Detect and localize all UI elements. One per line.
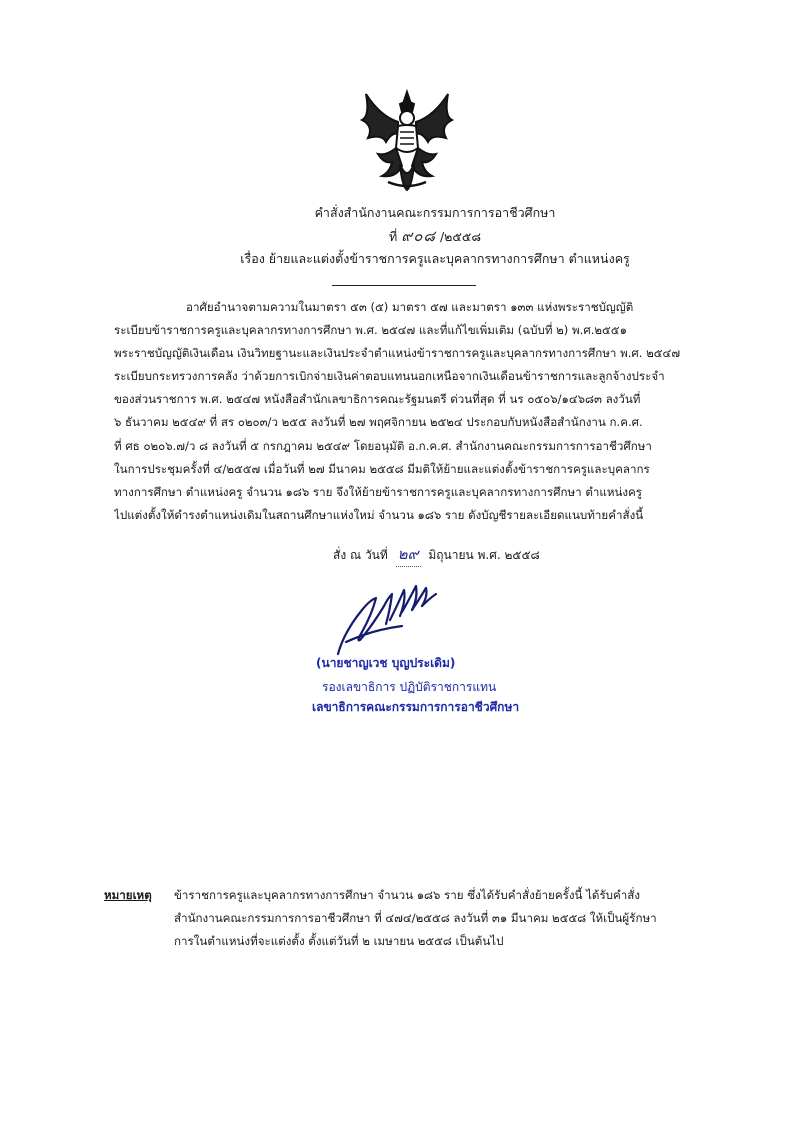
remark-line: การในตำแหน่งที่จะแต่งตั้ง ตั้งแต่วันที่ ๒ เมษายน ๒๕๕๘ เป็นต้นไป bbox=[174, 934, 504, 948]
body-line: ระเบียบกระทรวงการคลัง ว่าด้วยการเบิกจ่ายเงินค่าตอบแทนนอกเหนือจากเงินเดือนข้าราชการและลูกจ้างประจำ bbox=[114, 369, 665, 384]
order-number bbox=[200, 225, 670, 248]
order-number-prefix: ที่ bbox=[389, 229, 398, 244]
signer-organization: เลขาธิการคณะกรรมการการอาชีวศึกษา bbox=[312, 700, 520, 714]
order-date-prefix: สั่ง ณ วันที่ bbox=[333, 548, 388, 562]
body-line: ๖ ธันวาคม ๒๕๔๙ ที่ สร ๐๒๐๓/ว ๒๕๕ ลงวันที่ ๒๗ พฤศจิกายน ๒๕๒๔ ประกอบกับหนังสือสำนักงาน ก.ค.ศ. bbox=[114, 415, 643, 430]
order-number-handwritten: ๙๐๘ bbox=[401, 227, 436, 245]
header-divider bbox=[332, 285, 476, 286]
order-date bbox=[333, 542, 540, 567]
remark-line: สำนักงานคณะกรรมการการอาชีวศึกษา ที่ ๔๗๔/๒๕๕๘ ลงวันที่ ๓๑ มีนาคม ๒๕๕๘ ให้เป็นผู้รักษา bbox=[174, 911, 657, 925]
body-line: ของส่วนราชการ พ.ศ. ๒๕๔๗ หนังสือสำนักเลขาธิการคณะรัฐมนตรี ด่วนที่สุด ที่ นร ๐๕๐๖/๑๔๖๘๓ ลงวันที่ bbox=[114, 392, 641, 407]
body-line: พระราชบัญญัติเงินเดือน เงินวิทยฐานะและเงินประจำตำแหน่งข้าราชการครูและบุคลากรทางการศึกษา พ.ศ. ๒๕๔๗ bbox=[114, 346, 681, 361]
body-line: ที่ ศธ ๐๒๐๖.๗/ว ๘ ลงวันที่ ๕ กรกฎาคม ๒๕๔๙ โดยอนุมัติ อ.ก.ค.ศ. สำนักงานคณะกรรมการการอาชีวศึกษา bbox=[114, 438, 652, 453]
handwritten-signature-icon bbox=[332, 580, 452, 658]
garuda-emblem-icon bbox=[352, 86, 462, 196]
order-subject: เรื่อง ย้ายและแต่งตั้งข้าราชการครูและบุคลากรทางการศึกษา ตำแหน่งครู bbox=[240, 251, 630, 266]
body-line: ระเบียบข้าราชการครูและบุคลากรทางการศึกษา พ.ศ. ๒๕๔๗ และที่แก้ไขเพิ่มเติม (ฉบับที่ ๒) พ.ศ.๒๕๕๑ bbox=[114, 323, 627, 338]
order-body bbox=[114, 296, 728, 527]
remark-label: หมายเหตุ bbox=[104, 888, 152, 902]
order-number-suffix: /๒๕๕๘ bbox=[439, 229, 481, 244]
order-date-day-handwritten: ๒๙ bbox=[396, 542, 421, 567]
remark-line: ข้าราชการครูและบุคลากรทางการศึกษา จำนวน ๑๘๖ ราย ซึ่งได้รับคำสั่งย้ายครั้งนี้ ได้รับคำสั่ง bbox=[174, 888, 641, 902]
signer-position: รองเลขาธิการ ปฏิบัติราชการแทน bbox=[322, 680, 497, 694]
remark-text bbox=[174, 884, 734, 953]
order-title: คำสั่งสำนักงานคณะกรรมการการอาชีวศึกษา bbox=[314, 205, 556, 220]
body-line: อาศัยอำนาจตามความในมาตรา ๕๓ (๕) มาตรา ๕๗ และมาตรา ๑๓๓ แห่งพระราชบัญญัติ bbox=[186, 300, 634, 314]
signer-name: (นายชาญเวช บุญประเดิม) bbox=[316, 656, 456, 670]
body-line: ไปแต่งตั้งให้ดำรงตำแหน่งเดิมในสถานศึกษาแห่งใหม่ จำนวน ๑๘๖ ราย ดังบัญชีรายละเอียดแนบท้ายคำสั่งนี้ bbox=[114, 507, 644, 522]
body-line: ทางการศึกษา ตำแหน่งครู จำนวน ๑๘๖ ราย จึงให้ย้ายข้าราชการครูและบุคลากรทางการศึกษา ตำแหน่งครู bbox=[114, 484, 643, 499]
body-line: ในการประชุมครั้งที่ ๔/๒๕๕๗ เมื่อวันที่ ๒๗ มีนาคม ๒๕๕๘ มีมติให้ย้ายและแต่งตั้งข้าราชการครูและบุคลากร bbox=[114, 461, 650, 476]
order-date-month-year: มิถุนายน พ.ศ. ๒๕๕๘ bbox=[428, 548, 540, 562]
